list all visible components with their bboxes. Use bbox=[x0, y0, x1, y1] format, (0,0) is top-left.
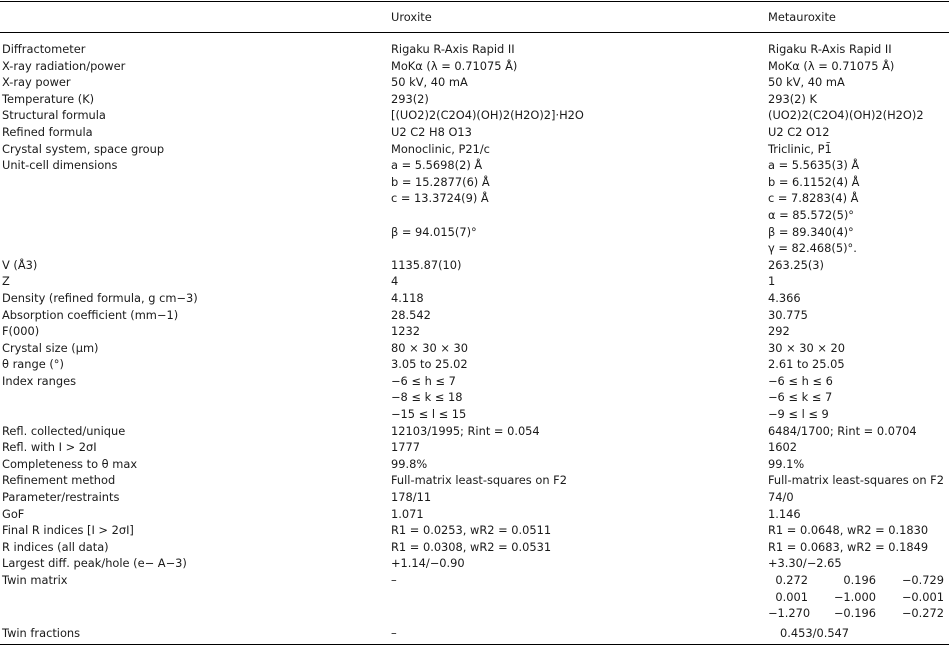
matrix-cell: −1.270 bbox=[768, 606, 811, 621]
row-label: Structural formula bbox=[2, 108, 106, 123]
row-label: GoF bbox=[2, 506, 25, 521]
matrix-cell: −0.196 bbox=[833, 606, 876, 621]
table-row bbox=[0, 157, 949, 257]
uroxite-value: 4.118 bbox=[391, 290, 424, 305]
table-row bbox=[0, 290, 949, 307]
uroxite-value: – bbox=[391, 573, 397, 587]
table-row bbox=[0, 41, 949, 58]
row-label: Largest diff. peak/hole (e− A−3) bbox=[2, 556, 187, 571]
table-row bbox=[0, 489, 949, 506]
metauroxite-cell-values bbox=[768, 157, 949, 257]
row-label: Final R indices [I > 2σI] bbox=[2, 523, 134, 538]
uroxite-value: 293(2) bbox=[391, 91, 429, 106]
table-row bbox=[0, 74, 949, 91]
header-metauroxite: Metauroxite bbox=[768, 9, 836, 24]
matrix-cell: −0.729 bbox=[901, 573, 944, 587]
metauroxite-value: Triclinic, P1̄ bbox=[768, 141, 832, 156]
uroxite-index-values bbox=[391, 373, 768, 423]
table-row bbox=[0, 506, 949, 523]
row-label: X-ray power bbox=[2, 75, 71, 90]
cell-beta: β = 89.340(4)° bbox=[768, 224, 854, 239]
metauroxite-value: +3.30/−2.65 bbox=[768, 556, 842, 571]
metauroxite-value: Rigaku R-Axis Rapid II bbox=[768, 42, 892, 56]
cell-a: a = 5.5698(2) Å bbox=[391, 158, 483, 173]
metauroxite-value: 30.775 bbox=[768, 307, 808, 322]
cell-c: c = 13.3724(9) Å bbox=[391, 191, 489, 206]
table-row bbox=[0, 141, 949, 158]
table-row bbox=[0, 522, 949, 539]
row-label: Absorption coefficient (mm−1) bbox=[2, 307, 179, 322]
uroxite-value: Full-matrix least-squares on F2 bbox=[391, 473, 567, 488]
row-label: Diffractometer bbox=[2, 42, 86, 56]
uroxite-value: Rigaku R-Axis Rapid II bbox=[391, 42, 515, 56]
uroxite-value: 3.05 to 25.02 bbox=[391, 357, 468, 372]
table-body bbox=[0, 33, 949, 641]
table-row bbox=[0, 307, 949, 324]
bottom-rule bbox=[0, 644, 949, 645]
metauroxite-value: 1.146 bbox=[768, 506, 801, 521]
uroxite-value: – bbox=[391, 625, 397, 640]
metauroxite-value: R1 = 0.0683, wR2 = 0.1849 bbox=[768, 539, 929, 554]
metauroxite-value: MoKα (λ = 0.71075 Å) bbox=[768, 58, 895, 73]
matrix-cell: 0.196 bbox=[843, 573, 876, 587]
uroxite-value: 178/11 bbox=[391, 490, 432, 505]
uroxite-value: 50 kV, 40 mA bbox=[391, 75, 468, 90]
row-label: F(000) bbox=[2, 324, 40, 339]
cell-beta: β = 94.015(7)° bbox=[391, 224, 477, 239]
index-l: −9 ≤ l ≤ 9 bbox=[768, 407, 829, 422]
matrix-cell: −0.272 bbox=[901, 606, 944, 621]
uroxite-value: R1 = 0.0308, wR2 = 0.0531 bbox=[391, 539, 552, 554]
cell-alpha: α = 85.572(5)° bbox=[768, 207, 854, 222]
row-label: V (Å3) bbox=[2, 257, 38, 272]
uroxite-value: 1.071 bbox=[391, 506, 424, 521]
table-row bbox=[0, 423, 949, 440]
row-label: Temperature (K) bbox=[2, 91, 95, 106]
twin-matrix-row bbox=[768, 572, 949, 589]
row-label: Refl. with I > 2σI bbox=[2, 440, 97, 455]
table-row bbox=[0, 58, 949, 75]
metauroxite-value: 263.25(3) bbox=[768, 257, 824, 272]
row-label: Twin fractions bbox=[2, 625, 81, 640]
crystal-data-table bbox=[0, 1, 949, 645]
row-label: Twin matrix bbox=[2, 573, 68, 587]
metauroxite-value: 1602 bbox=[768, 440, 797, 455]
row-label: θ range (°) bbox=[2, 357, 64, 372]
row-label: Z bbox=[2, 274, 10, 289]
matrix-cell: −1.000 bbox=[833, 589, 876, 604]
row-label: Refinement method bbox=[2, 473, 116, 488]
uroxite-value: R1 = 0.0253, wR2 = 0.0511 bbox=[391, 523, 552, 538]
cell-gamma: γ = 82.468(5)°. bbox=[768, 241, 857, 256]
index-k: −8 ≤ k ≤ 18 bbox=[391, 390, 463, 405]
table-row bbox=[0, 625, 949, 642]
row-label: Index ranges bbox=[2, 373, 77, 388]
metauroxite-index-values bbox=[768, 373, 949, 423]
row-label: Parameter/restraints bbox=[2, 490, 120, 505]
metauroxite-value: (UO2)2(C2O4)(OH)2(H2O)2 bbox=[768, 108, 924, 123]
uroxite-value: U2 C2 H8 O13 bbox=[391, 124, 472, 139]
index-h: −6 ≤ h ≤ 7 bbox=[391, 373, 456, 388]
row-label: Crystal size (μm) bbox=[2, 340, 99, 355]
uroxite-value: Monoclinic, P21/c bbox=[391, 141, 490, 156]
index-l: −15 ≤ l ≤ 15 bbox=[391, 407, 467, 422]
uroxite-value: 1232 bbox=[391, 324, 420, 339]
row-label: R indices (all data) bbox=[2, 539, 109, 554]
table-row bbox=[0, 356, 949, 373]
uroxite-cell-values bbox=[391, 157, 768, 257]
index-k: −6 ≤ k ≤ 7 bbox=[768, 390, 833, 405]
table-row bbox=[0, 257, 949, 274]
table-row bbox=[0, 91, 949, 108]
metauroxite-value: 0.453/0.547 bbox=[780, 625, 850, 640]
table-header bbox=[0, 2, 949, 32]
table-row bbox=[0, 539, 949, 556]
table-row bbox=[0, 340, 949, 357]
cell-c: c = 7.8283(4) Å bbox=[768, 191, 859, 206]
metauroxite-value: R1 = 0.0648, wR2 = 0.1830 bbox=[768, 523, 929, 538]
uroxite-value: 1777 bbox=[391, 440, 420, 455]
matrix-cell: 0.001 bbox=[775, 589, 808, 604]
cell-b: b = 15.2877(6) Å bbox=[391, 174, 490, 189]
matrix-cell: 0.272 bbox=[775, 573, 808, 587]
metauroxite-value: 1 bbox=[768, 274, 776, 289]
cell-b: b = 6.1152(4) Å bbox=[768, 174, 860, 189]
uroxite-value: 80 × 30 × 30 bbox=[391, 340, 469, 355]
table-row bbox=[0, 472, 949, 489]
header-uroxite: Uroxite bbox=[391, 9, 432, 24]
row-label: Crystal system, space group bbox=[2, 141, 165, 156]
metauroxite-value: 2.61 to 25.05 bbox=[768, 357, 845, 372]
table-row bbox=[0, 439, 949, 456]
table-row bbox=[0, 572, 949, 622]
uroxite-value: 1135.87(10) bbox=[391, 257, 462, 272]
uroxite-value: MoKα (λ = 0.71075 Å) bbox=[391, 58, 518, 73]
table-row bbox=[0, 323, 949, 340]
index-h: −6 ≤ h ≤ 6 bbox=[768, 373, 833, 388]
table-row bbox=[0, 555, 949, 572]
metauroxite-value: 99.1% bbox=[768, 456, 805, 471]
metauroxite-value: U2 C2 O12 bbox=[768, 124, 830, 139]
metauroxite-value: 293(2) K bbox=[768, 91, 817, 106]
uroxite-value: 99.8% bbox=[391, 456, 428, 471]
twin-matrix-row bbox=[768, 589, 949, 606]
table-row bbox=[0, 373, 949, 423]
twin-matrix-row bbox=[768, 605, 949, 622]
metauroxite-value: 74/0 bbox=[768, 490, 794, 505]
table-row bbox=[0, 124, 949, 141]
uroxite-value: +1.14/−0.90 bbox=[391, 556, 465, 571]
uroxite-value: 28.542 bbox=[391, 307, 431, 322]
uroxite-value: 4 bbox=[391, 274, 399, 289]
cell-gamma bbox=[391, 240, 768, 257]
metauroxite-value: 292 bbox=[768, 324, 790, 339]
row-label: Completeness to θ max bbox=[2, 456, 138, 471]
row-label: Unit-cell dimensions bbox=[2, 158, 118, 173]
cell-alpha bbox=[391, 207, 768, 224]
row-label: Refl. collected/unique bbox=[2, 423, 126, 438]
metauroxite-value: 6484/1700; Rint = 0.0704 bbox=[768, 423, 917, 438]
twin-matrix bbox=[768, 572, 949, 622]
matrix-cell: −0.001 bbox=[901, 589, 944, 604]
row-label: Refined formula bbox=[2, 124, 93, 139]
table-row bbox=[0, 273, 949, 290]
metauroxite-value: 4.366 bbox=[768, 290, 801, 305]
table-row bbox=[0, 456, 949, 473]
row-label: X-ray radiation/power bbox=[2, 58, 126, 73]
uroxite-value: [(UO2)2(C2O4)(OH)2(H2O)2]·H2O bbox=[391, 108, 584, 123]
cell-a: a = 5.5635(3) Å bbox=[768, 158, 860, 173]
row-label: Density (refined formula, g cm−3) bbox=[2, 290, 198, 305]
uroxite-value: 12103/1995; Rint = 0.054 bbox=[391, 423, 540, 438]
metauroxite-value: 50 kV, 40 mA bbox=[768, 75, 845, 90]
table-row bbox=[0, 107, 949, 124]
metauroxite-value: 30 × 30 × 20 bbox=[768, 340, 846, 355]
metauroxite-value: Full-matrix least-squares on F2 bbox=[768, 473, 944, 488]
